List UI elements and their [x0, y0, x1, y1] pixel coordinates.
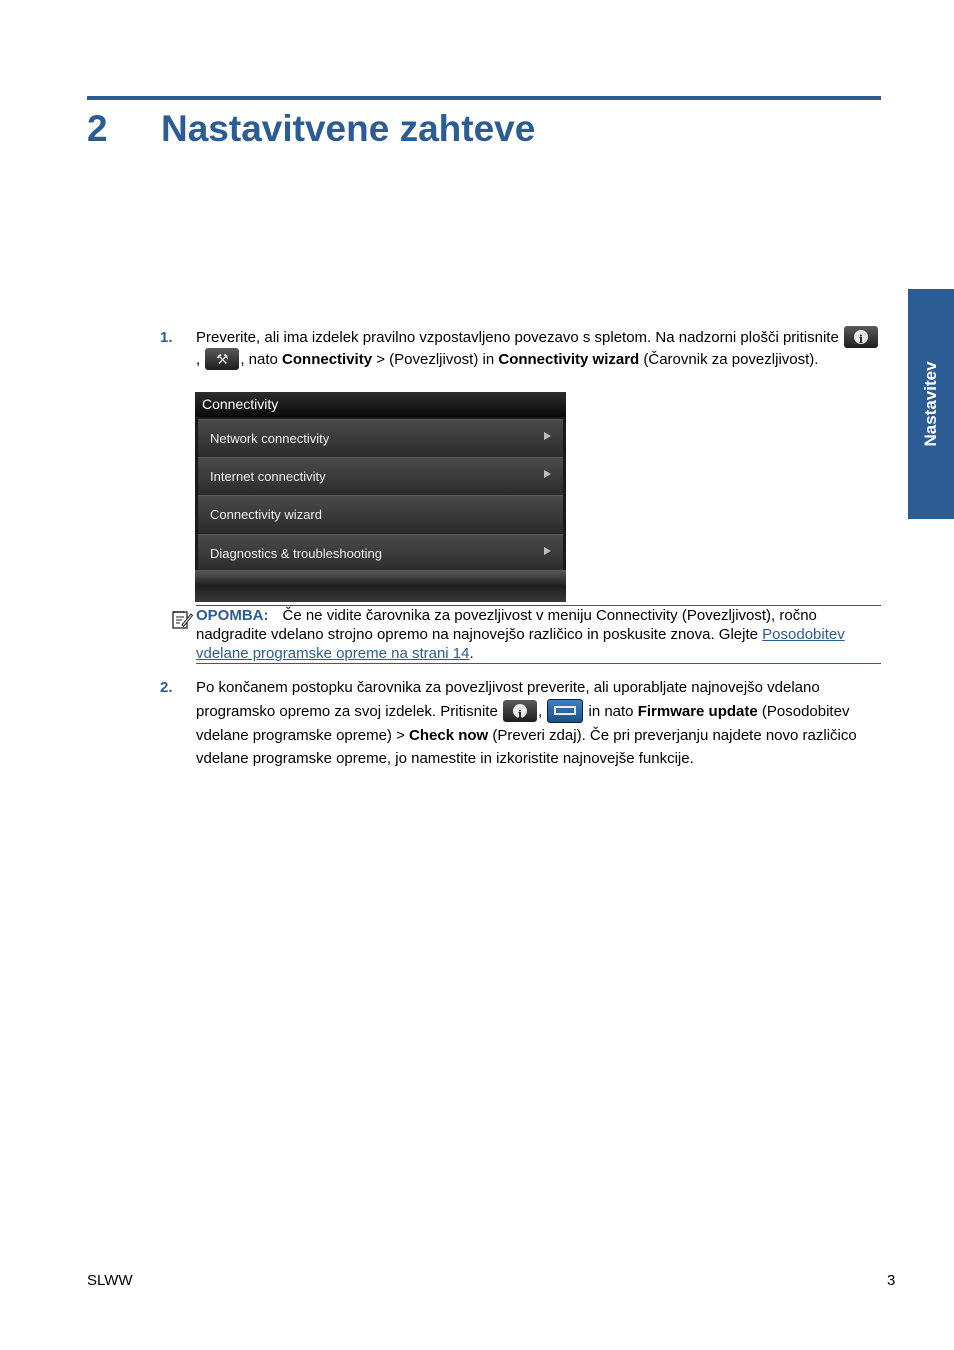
menu-item-label: Connectivity wizard — [210, 507, 322, 522]
menu-item-label: Diagnostics & troubleshooting — [210, 546, 382, 561]
note-block: OPOMBA: Če ne vidite čarovnika za povezljivost v meniju Connectivity (Povezljivost), ročno nadgradite vdelano strojno opremo na najnovejšo različico in poskusite znova. Glejte Posodobitev vdelane programske opreme na strani 14. — [196, 607, 845, 662]
info-icon — [844, 326, 878, 348]
note-text: Če ne vidite čarovnika za povezljivost v meniju Connectivity (Povezljivost), ročno nadgradite vdelano strojno opremo na najnovejšo različico in poskusite znova. Glejte — [196, 607, 817, 643]
menu-item-label: Internet connectivity — [210, 469, 326, 484]
step-text: Preverite, ali ima izdelek pravilno vzpostavljeno povezavo s spletom. Na nadzorni plošči pritisnite i, ⚒ , nato Connectivity > (Povezljivost) in Connectivity wizard (Čarovnik za povezljivost). — [196, 327, 882, 371]
info-icon — [503, 700, 537, 722]
panel-header — [195, 392, 566, 417]
step-number: 2. — [160, 679, 173, 696]
note-label: OPOMBA: — [196, 607, 269, 624]
footer-left: SLWW — [87, 1272, 133, 1289]
side-tab-label: Nastavitev — [921, 361, 940, 447]
side-tab — [908, 289, 954, 519]
menu-item-connectivity-wizard[interactable] — [198, 495, 563, 533]
page-number: 3 — [887, 1272, 896, 1289]
panel-title: Connectivity — [202, 396, 279, 412]
menu-item-diagnostics[interactable] — [198, 534, 563, 572]
chapter-number: 2 — [87, 108, 108, 149]
step-number: 1. — [160, 329, 173, 346]
connectivity-panel-screenshot — [195, 392, 566, 602]
chapter-title: Nastavitvene zahteve — [161, 108, 536, 149]
firmware-update-link[interactable]: Posodobitev vdelane programske opreme na strani 14 — [196, 626, 845, 662]
chapter-rule — [87, 96, 881, 100]
panel-bottom-bar — [195, 570, 566, 602]
wrench-icon — [205, 348, 239, 370]
menu-item-internet-connectivity[interactable] — [198, 457, 563, 495]
chevron-right-icon — [544, 547, 551, 555]
menu-item-label: Network connectivity — [210, 431, 330, 446]
note-icon — [171, 608, 193, 630]
step-text: Po končanem postopku čarovnika za povezljivost preverite, ali uporabljate najnovejšo vdelano programsko opremo za svoj izdelek. Pritisnite i, in nato Firmware update (Posodobitev vdelane programske opreme) > Check now (Preveri zdaj). Če pri preverjanju najdete novo različico vdelane programske opreme, jo namestite in izkoristite najnovejše funkcije. — [196, 676, 882, 771]
printer-icon — [547, 699, 583, 723]
note-rule-bottom — [196, 663, 881, 664]
chevron-right-icon — [544, 470, 551, 478]
menu-item-network-connectivity[interactable] — [198, 419, 563, 457]
chevron-right-icon — [544, 432, 551, 440]
